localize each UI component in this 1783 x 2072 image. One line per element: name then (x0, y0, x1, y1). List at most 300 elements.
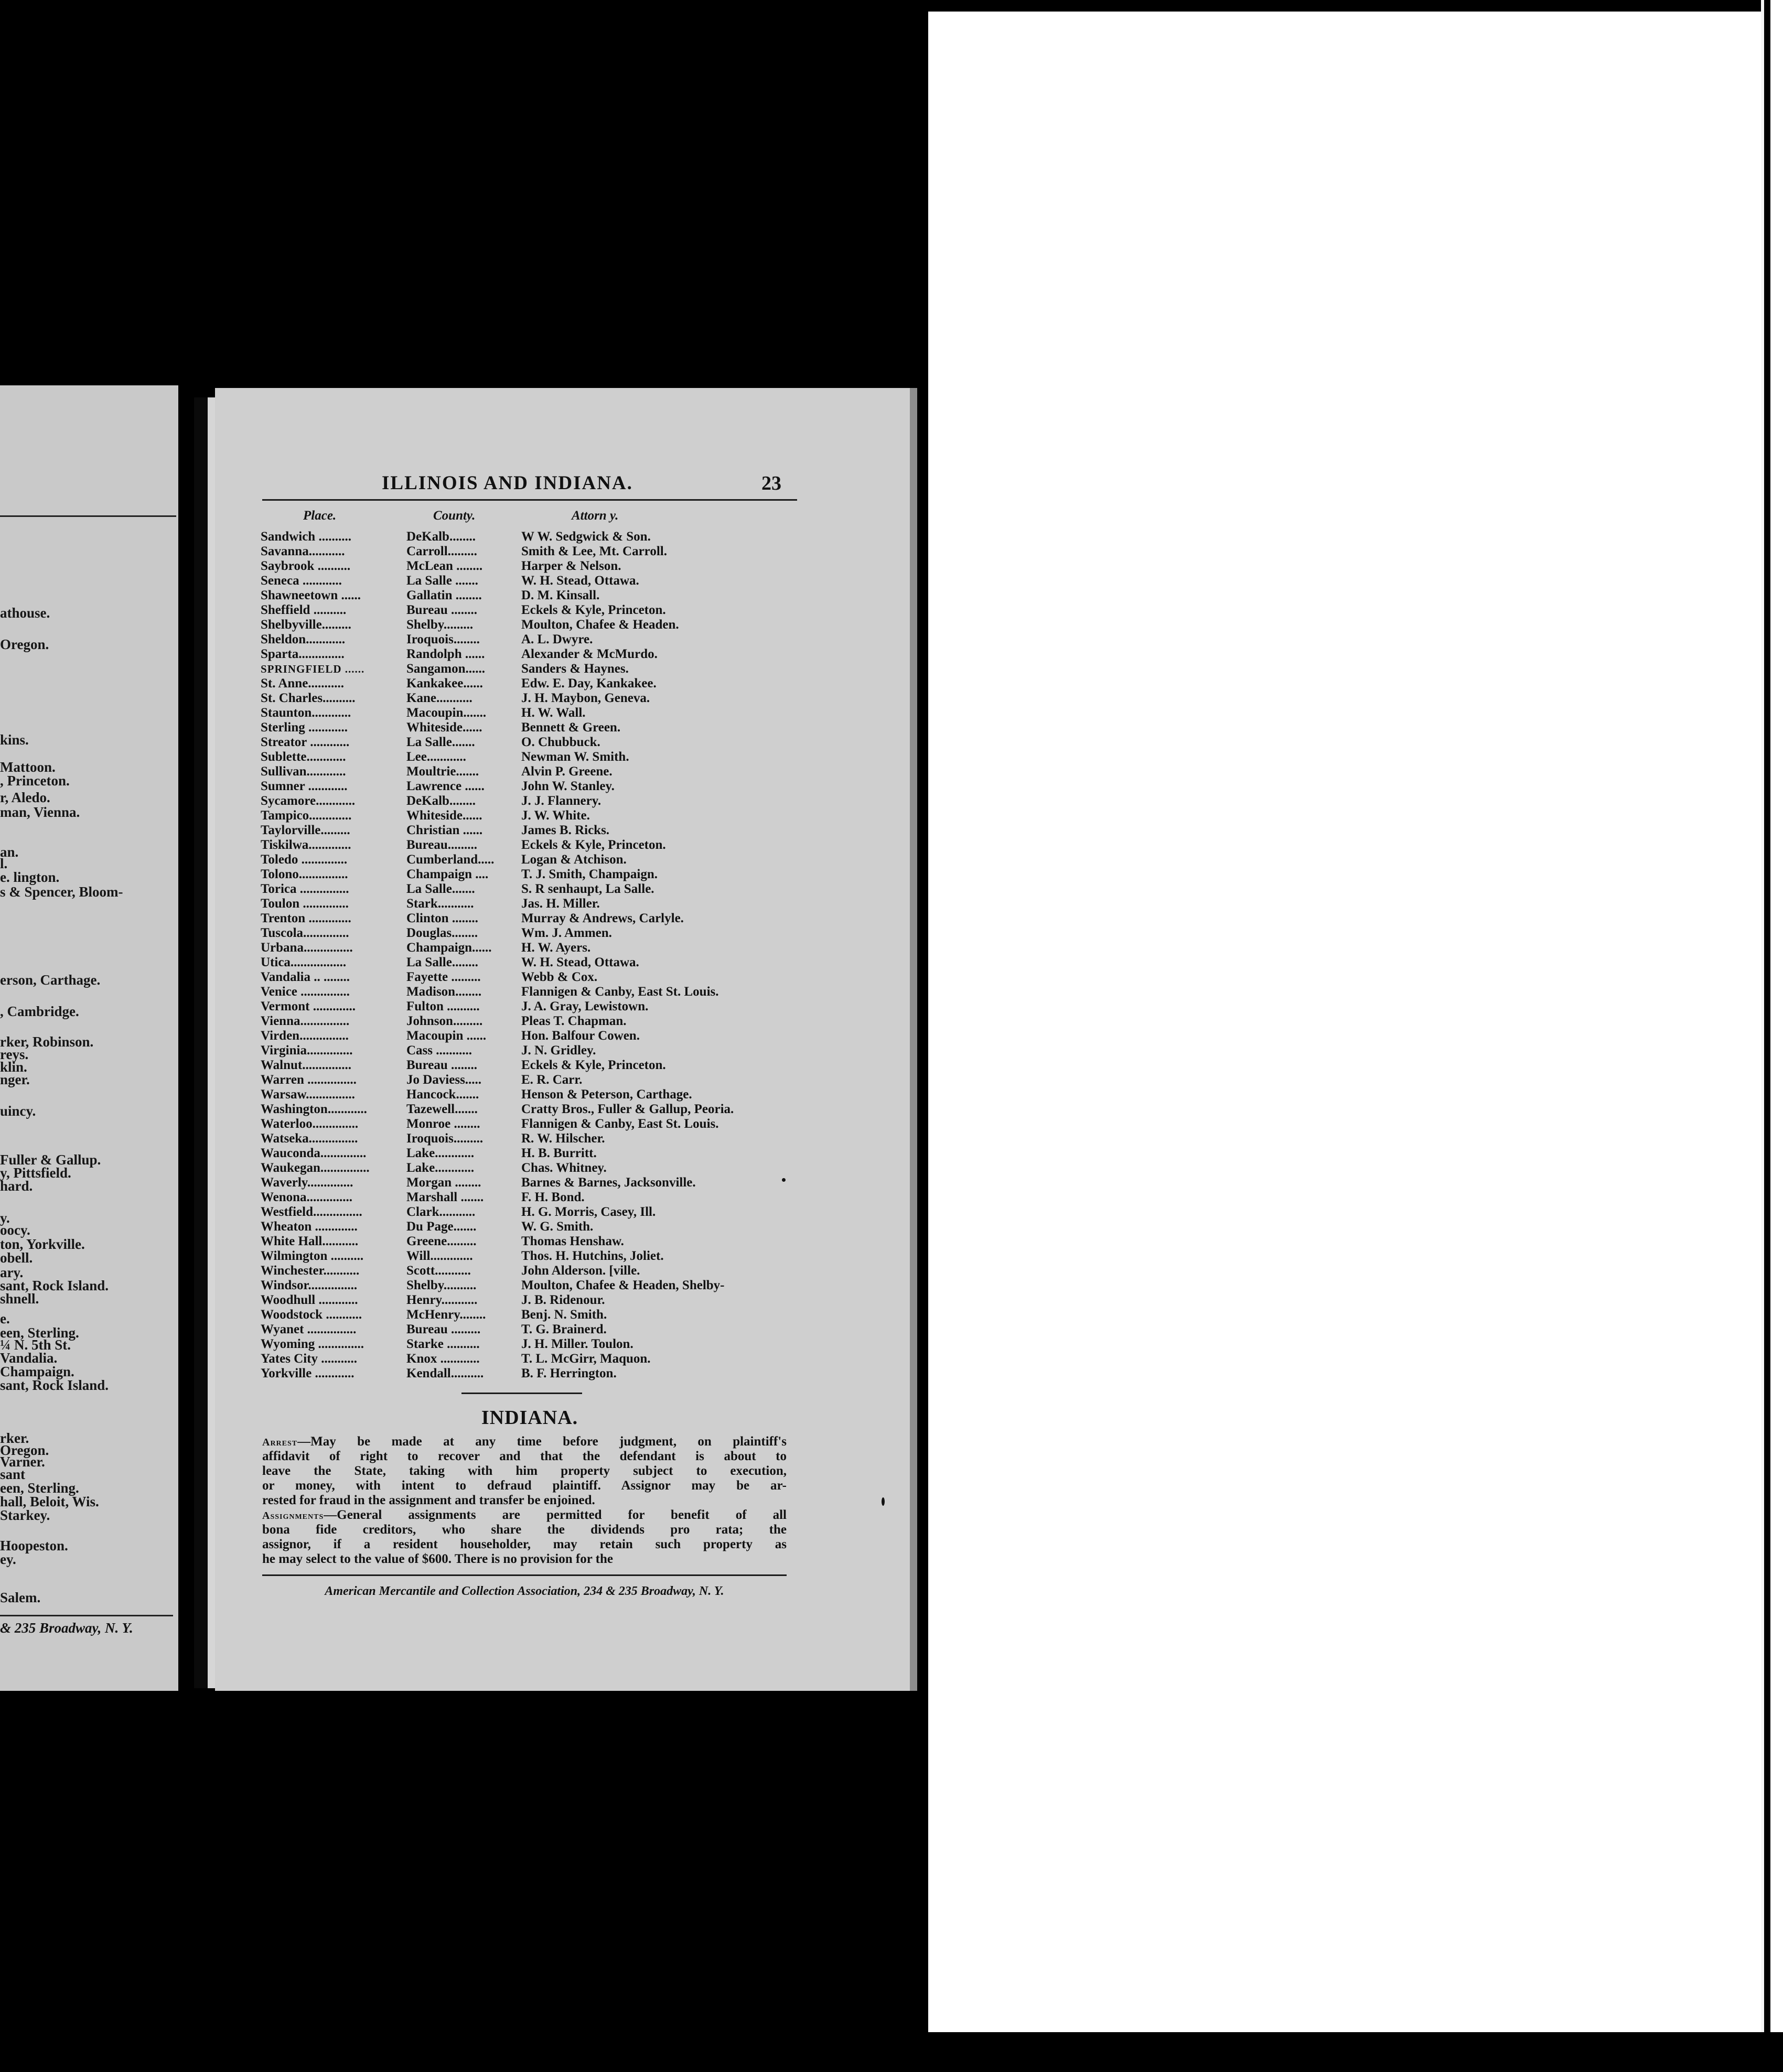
county-cell: Shelby......... (406, 618, 474, 632)
county-cell: Douglas........ (406, 926, 478, 940)
left-page-line: Hoopeston. (0, 1538, 68, 1553)
attorney-cell: Moulton, Chafee & Headen, Shelby- (521, 1278, 725, 1292)
page-edge-shadow (910, 388, 917, 1691)
attorney-cell: W. H. Stead, Ottawa. (521, 955, 639, 969)
attorney-cell: Chas. Whitney. (521, 1161, 607, 1175)
listing-row (261, 603, 811, 618)
attorney-cell: Barnes & Barnes, Jacksonville. (521, 1175, 696, 1190)
county-cell: Champaign...... (406, 941, 492, 955)
place-cell: Sheldon............ (261, 632, 346, 646)
place-cell: Sycamore............ (261, 794, 356, 808)
attorney-cell: Eckels & Kyle, Princeton. (521, 838, 666, 852)
county-cell: Sangamon...... (406, 662, 486, 676)
county-cell: La Salle........ (406, 955, 478, 969)
attorney-cell: Flannigen & Canby, East St. Louis. (521, 1117, 719, 1131)
attorney-cell: James B. Ricks. (521, 823, 610, 837)
attorney-cell: John W. Stanley. (521, 779, 615, 793)
place-cell: Savanna........... (261, 544, 345, 558)
text-line-content: affidavit of right to recover and that the defendant is about to (262, 1449, 787, 1463)
listing-row (261, 779, 811, 794)
place-cell: Venice ............... (261, 985, 350, 999)
place-cell: Windsor............... (261, 1278, 358, 1292)
listing-row (261, 1322, 811, 1337)
text-line (262, 1449, 787, 1464)
attorney-cell: H. W. Wall. (521, 706, 586, 720)
place-cell: Virginia.............. (261, 1043, 353, 1057)
county-cell: Scott........... (406, 1264, 471, 1278)
listing-row (261, 1146, 811, 1161)
listing-row (261, 852, 811, 867)
attorney-cell: F. H. Bond. (521, 1190, 585, 1204)
listing-row (261, 1293, 811, 1308)
place-cell: Walnut............... (261, 1058, 351, 1072)
county-cell: Moultrie....... (406, 764, 479, 779)
listing-row (261, 926, 811, 941)
place-cell: Streator ............ (261, 735, 350, 749)
page-footer: American Mercantile and Collection Association, 234 & 235 Broadway, N. Y. (325, 1584, 724, 1598)
county-cell: Gallatin ........ (406, 588, 482, 602)
place-cell: Vienna............... (261, 1014, 350, 1028)
county-cell: Bureau ........ (406, 1058, 477, 1072)
attorney-cell: Pleas T. Chapman. (521, 1014, 627, 1028)
attorney-cell: D. M. Kinsall. (521, 588, 600, 602)
place-cell: Seneca ............ (261, 574, 342, 588)
attorney-cell: Thomas Henshaw. (521, 1234, 624, 1248)
left-page-rule (0, 515, 176, 517)
left-page-line: e. lington. (0, 869, 60, 885)
text-line (262, 1464, 787, 1479)
left-page-line: ary. (0, 1265, 24, 1280)
film-border-top (0, 0, 1783, 12)
attorney-cell: J. B. Ridenour. (521, 1293, 605, 1307)
county-cell: Bureau......... (406, 838, 477, 852)
place-cell: Vandalia .. ........ (261, 970, 350, 984)
left-page-line: , Princeton. (0, 773, 70, 789)
listing-row (261, 1205, 811, 1220)
left-page-line: an. (0, 844, 19, 860)
left-page-line: Vandalia. (0, 1350, 58, 1366)
county-cell: La Salle....... (406, 735, 475, 749)
left-page-line: erson, Carthage. (0, 972, 101, 988)
left-page-line: klin. (0, 1059, 27, 1075)
county-cell: Clinton ........ (406, 911, 478, 925)
left-page-line: Fuller & Gallup. (0, 1152, 101, 1168)
listing-row (261, 970, 811, 985)
listing-row (261, 1190, 811, 1205)
county-cell: Will............. (406, 1249, 473, 1263)
county-cell: Carroll......... (406, 544, 477, 558)
listing-row (261, 1087, 811, 1102)
county-cell: Cass ........... (406, 1043, 472, 1057)
place-cell: Winchester........... (261, 1264, 360, 1278)
county-cell: Bureau ........ (406, 603, 477, 617)
left-page-line: rker, Robinson. (0, 1034, 94, 1050)
listing-row (261, 1264, 811, 1278)
county-cell: Madison........ (406, 985, 482, 999)
left-page-line: , Cambridge. (0, 1003, 79, 1019)
text-line (262, 1523, 787, 1537)
left-page-line: een, Sterling. (0, 1325, 79, 1341)
attorney-cell: Murray & Andrews, Carlyle. (521, 911, 684, 925)
listing-row (261, 647, 811, 662)
attorney-cell: J. H. Miller. Toulon. (521, 1337, 633, 1351)
listing-row (261, 794, 811, 808)
place-cell: Sparta.............. (261, 647, 345, 661)
left-page-line: ey. (0, 1551, 16, 1567)
place-cell: Vermont ............. (261, 999, 356, 1013)
text-line-content: —General assignments are permitted for benefit of all (324, 1508, 787, 1522)
listing-row (261, 1278, 811, 1293)
place-cell: Urbana............... (261, 941, 353, 955)
listing-row (261, 1073, 811, 1087)
listing-row (261, 999, 811, 1014)
place-cell: Taylorville......... (261, 823, 350, 837)
place-cell: Staunton............ (261, 706, 351, 720)
place-cell: Torica ............... (261, 882, 349, 896)
listing-row (261, 911, 811, 926)
text-line (262, 1479, 787, 1493)
place-cell: Sumner ............ (261, 779, 348, 793)
left-page-line: ton, Yorkville. (0, 1236, 85, 1252)
attorney-cell: H. B. Burritt. (521, 1146, 597, 1160)
place-cell: Wauconda.............. (261, 1146, 367, 1160)
listing-row (261, 1014, 811, 1029)
county-cell: Iroquois........ (406, 632, 480, 646)
attorney-cell: E. R. Carr. (521, 1073, 583, 1087)
attorney-cell: Moulton, Chafee & Headen. (521, 618, 679, 632)
attorney-cell: A. L. Dwyre. (521, 632, 593, 646)
attorney-cell: W. H. Stead, Ottawa. (521, 574, 639, 588)
text-line (262, 1537, 787, 1552)
left-page-fragment (0, 385, 178, 1691)
county-cell: Stark........... (406, 897, 474, 911)
attorney-cell: T. J. Smith, Champaign. (521, 867, 658, 881)
attorney-cell: J. J. Flannery. (521, 794, 602, 808)
attorney-cell: H. G. Morris, Casey, Ill. (521, 1205, 656, 1219)
attorney-cell: Bennett & Green. (521, 720, 621, 735)
county-cell: Bureau ......... (406, 1322, 481, 1336)
footer-rule (262, 1574, 787, 1576)
county-cell: Fulton .......... (406, 999, 480, 1013)
place-cell: Sandwich .......... (261, 530, 351, 544)
attorney-cell: Hon. Balfour Cowen. (521, 1029, 640, 1043)
page-binding-edge (208, 397, 215, 1688)
county-cell: Randolph ...... (406, 647, 485, 661)
attorney-cell: J. A. Gray, Lewistown. (521, 999, 649, 1013)
listing-row (261, 1352, 811, 1366)
place-cell: Wyanet ............... (261, 1322, 357, 1336)
place-cell: Yates City ........... (261, 1352, 358, 1366)
county-cell: Monroe ........ (406, 1117, 480, 1131)
text-line (262, 1552, 787, 1567)
place-cell: Washington............ (261, 1102, 367, 1116)
listing-row (261, 1249, 811, 1264)
text-line-content: bona fide creditors, who share the dividends pro rata; the (262, 1523, 787, 1537)
listing-row (261, 867, 811, 882)
county-cell: Fayette ......... (406, 970, 481, 984)
county-cell: Cumberland..... (406, 852, 495, 867)
place-cell: Wilmington .......... (261, 1249, 364, 1263)
left-page-line: shnell. (0, 1291, 39, 1307)
attorney-listing (261, 530, 811, 1381)
county-cell: La Salle ....... (406, 574, 478, 588)
listing-row (261, 1366, 811, 1381)
attorney-cell: W W. Sedgwick & Son. (521, 530, 651, 544)
place-cell: Toulon .............. (261, 897, 349, 911)
listing-row (261, 574, 811, 588)
listing-row (261, 1131, 811, 1146)
place-cell: Tampico............. (261, 808, 352, 823)
listing-row (261, 985, 811, 999)
left-page-line: Salem. (0, 1590, 41, 1605)
county-cell: La Salle....... (406, 882, 475, 896)
left-page-line: e. (0, 1311, 10, 1326)
attorney-cell: O. Chubbuck. (521, 735, 600, 749)
county-cell: McLean ........ (406, 559, 483, 573)
place-cell: Yorkville ............ (261, 1366, 355, 1380)
county-cell: Whiteside...... (406, 808, 482, 823)
left-page-line: Varner. (0, 1454, 45, 1470)
attorney-cell: J. N. Gridley. (521, 1043, 596, 1057)
place-cell: Utica................. (261, 955, 347, 969)
county-cell: Knox ............ (406, 1352, 480, 1366)
left-page-footer-rule (0, 1615, 173, 1616)
listing-row (261, 559, 811, 574)
county-cell: DeKalb........ (406, 794, 476, 808)
county-cell: Lake............ (406, 1161, 475, 1175)
attorney-cell: J. H. Maybon, Geneva. (521, 691, 650, 705)
left-page-line: een, Sterling. (0, 1480, 79, 1496)
place-cell: St. Anne........... (261, 676, 345, 690)
attorney-cell: T. L. McGirr, Maquon. (521, 1352, 651, 1366)
listing-row (261, 1117, 811, 1131)
place-cell: Tolono............... (261, 867, 348, 881)
listing-row (261, 1043, 811, 1058)
attorney-cell: Harper & Nelson. (521, 559, 621, 573)
text-line-content: rested for fraud in the assignment and transfer be enjoined. (262, 1493, 595, 1507)
listing-row (261, 1234, 811, 1249)
left-page-line: Mattoon. (0, 759, 56, 775)
place-cell: Shelbyville......... (261, 618, 351, 632)
listing-row (261, 955, 811, 970)
left-page-line: Champaign. (0, 1364, 74, 1379)
text-line-content: assignor, if a resident householder, may retain such property as (262, 1537, 787, 1551)
place-cell: Wyoming .............. (261, 1337, 364, 1351)
left-page-line: nger. (0, 1072, 30, 1087)
place-cell: Westfield............... (261, 1205, 362, 1219)
place-cell: Waverly.............. (261, 1175, 353, 1190)
text-line-content: —May be made at any time before judgment, on plaintiff's (297, 1434, 787, 1449)
listing-row (261, 1220, 811, 1234)
page-title: ILLINOIS AND INDIANA. (382, 472, 633, 494)
attorney-cell: John Alderson. [ville. (521, 1264, 640, 1278)
county-cell: Shelby.......... (406, 1278, 477, 1292)
listing-row (261, 750, 811, 764)
county-cell: Johnson......... (406, 1014, 483, 1028)
place-cell: Warren ............... (261, 1073, 357, 1087)
county-cell: Lawrence ...... (406, 779, 485, 793)
listing-row (261, 1308, 811, 1322)
section-rule (461, 1393, 582, 1394)
left-page-line: y, Pittsfield. (0, 1165, 71, 1181)
place-cell: Wheaton ............. (261, 1220, 358, 1234)
county-cell: Hancock....... (406, 1087, 479, 1102)
place-cell: Virden............... (261, 1029, 349, 1043)
listing-row (261, 720, 811, 735)
place-cell: Saybrook .......... (261, 559, 351, 573)
county-cell: Tazewell....... (406, 1102, 478, 1116)
place-cell: White Hall........... (261, 1234, 359, 1248)
attorney-cell: T. G. Brainerd. (521, 1322, 607, 1336)
listing-row (261, 1058, 811, 1073)
county-cell: Macoupin ...... (406, 1029, 487, 1043)
left-page-line: reys. (0, 1046, 29, 1062)
text-line-content: he may select to the value of $600. There is no provision for the (262, 1552, 613, 1566)
county-cell: Champaign .... (406, 867, 489, 881)
county-cell: Christian ...... (406, 823, 483, 837)
county-cell: Whiteside...... (406, 720, 482, 735)
place-cell: Sheffield .......... (261, 603, 347, 617)
place-cell: Sublette............ (261, 750, 346, 764)
listing-row (261, 1029, 811, 1043)
listing-row (261, 706, 811, 720)
listing-row (261, 676, 811, 691)
place-cell: Toledo .............. (261, 852, 348, 867)
left-page-line: y. (0, 1210, 10, 1226)
attorney-cell: Newman W. Smith. (521, 750, 629, 764)
attorney-cell: Henson & Peterson, Carthage. (521, 1087, 692, 1102)
place-cell: Trenton ............. (261, 911, 351, 925)
county-cell: DeKalb........ (406, 530, 476, 544)
county-cell: Morgan ........ (406, 1175, 481, 1190)
county-cell: Marshall ....... (406, 1190, 484, 1204)
county-cell: Greene......... (406, 1234, 477, 1248)
place-cell: Waterloo.............. (261, 1117, 359, 1131)
county-cell: Kane........... (406, 691, 472, 705)
attorney-cell: S. R senhaupt, La Salle. (521, 882, 654, 896)
place-cell: Woodhull ............ (261, 1293, 358, 1307)
listing-row (261, 808, 811, 823)
film-border-right (1761, 0, 1783, 2032)
left-page-line: obell. (0, 1250, 33, 1266)
column-header-place: Place. (303, 509, 337, 523)
listing-row (261, 941, 811, 955)
attorney-cell: H. W. Ayers. (521, 941, 591, 955)
section-title: INDIANA. (481, 1407, 578, 1429)
listing-row (261, 1337, 811, 1352)
left-page-line: uincy. (0, 1103, 36, 1119)
county-cell: Lake............ (406, 1146, 475, 1160)
attorney-cell: Smith & Lee, Mt. Carroll. (521, 544, 667, 558)
text-line (262, 1434, 787, 1449)
county-cell: Macoupin....... (406, 706, 487, 720)
attorney-cell: Webb & Cox. (521, 970, 598, 984)
listing-row (261, 662, 811, 676)
left-page-line: hall, Beloit, Wis. (0, 1494, 99, 1509)
attorney-cell: Eckels & Kyle, Princeton. (521, 1058, 666, 1072)
attorney-cell: Edw. E. Day, Kankakee. (521, 676, 657, 690)
listing-row (261, 838, 811, 852)
left-page-line: s & Spencer, Bloom- (0, 884, 123, 900)
listing-row (261, 897, 811, 911)
county-cell: Iroquois......... (406, 1131, 484, 1146)
attorney-cell: J. W. White. (521, 808, 590, 823)
county-cell: Clark........... (406, 1205, 476, 1219)
county-cell: Kendall.......... (406, 1366, 484, 1380)
text-line (262, 1493, 787, 1508)
left-page-line: oocy. (0, 1222, 30, 1238)
left-page-line: rker. (0, 1430, 29, 1446)
attorney-cell: R. W. Hilscher. (521, 1131, 605, 1146)
attorney-cell: Flannigen & Canby, East St. Louis. (521, 985, 719, 999)
county-cell: Du Page....... (406, 1220, 477, 1234)
left-page-line: sant (0, 1466, 26, 1482)
attorney-cell: W. G. Smith. (521, 1220, 594, 1234)
county-cell: Kankakee...... (406, 676, 483, 690)
left-page-line: Oregon. (0, 1442, 49, 1458)
place-cell: Wenona.............. (261, 1190, 353, 1204)
attorney-cell: Logan & Atchison. (521, 852, 627, 867)
left-page-line: man, Vienna. (0, 804, 80, 820)
left-page-line: l. (0, 856, 8, 871)
place-cell: Sullivan............ (261, 764, 346, 779)
column-header-county: County. (433, 509, 476, 523)
left-page-line: kins. (0, 732, 29, 748)
attorney-cell: Thos. H. Hutchins, Joliet. (521, 1249, 664, 1263)
place-cell: Sterling ............ (261, 720, 348, 735)
left-page-line: athouse. (0, 605, 50, 621)
place-cell: Shawneetown ...... (261, 588, 361, 602)
text-line-content: leave the State, taking with him property subject to execution, (262, 1464, 787, 1478)
listing-row (261, 1175, 811, 1190)
attorney-cell: Alvin P. Greene. (521, 764, 613, 779)
left-page-footer: & 235 Broadway, N. Y. (0, 1620, 133, 1636)
page-header (262, 472, 797, 498)
listing-row (261, 618, 811, 632)
left-page-line: sant, Rock Island. (0, 1377, 109, 1393)
attorney-cell: Alexander & McMurdo. (521, 647, 658, 661)
place-cell: St. Charles.......... (261, 691, 356, 705)
ink-speck (782, 1178, 786, 1182)
place-cell: Tuscola.............. (261, 926, 349, 940)
county-cell: Jo Daviess..... (406, 1073, 482, 1087)
left-page-line: hard. (0, 1178, 33, 1194)
listing-row (261, 691, 811, 706)
county-cell: McHenry........ (406, 1308, 486, 1322)
text-line (262, 1508, 787, 1523)
page-binding (194, 397, 208, 1688)
attorney-cell: B. F. Herrington. (521, 1366, 617, 1380)
listing-row (261, 882, 811, 897)
page-number: 23 (761, 472, 781, 494)
place-cell: Warsaw............... (261, 1087, 355, 1102)
law-text (262, 1434, 787, 1567)
place-cell: Watseka............... (261, 1131, 358, 1146)
left-page-line: Starkey. (0, 1507, 50, 1523)
left-page-line: ¼ N. 5th St. (0, 1337, 71, 1353)
listing-row (261, 764, 811, 779)
listing-row (261, 632, 811, 647)
paragraph-lead: Arrest (262, 1437, 298, 1448)
attorney-cell: Benj. N. Smith. (521, 1308, 607, 1322)
place-cell: Tiskilwa............. (261, 838, 351, 852)
county-cell: Henry........... (406, 1293, 478, 1307)
left-page-line: r, Aledo. (0, 790, 50, 805)
attorney-cell: Jas. H. Miller. (521, 897, 600, 911)
listing-row (261, 1102, 811, 1117)
film-border-bottom (0, 2032, 1783, 2072)
place-cell: SPRINGFIELD ...... (261, 663, 365, 675)
